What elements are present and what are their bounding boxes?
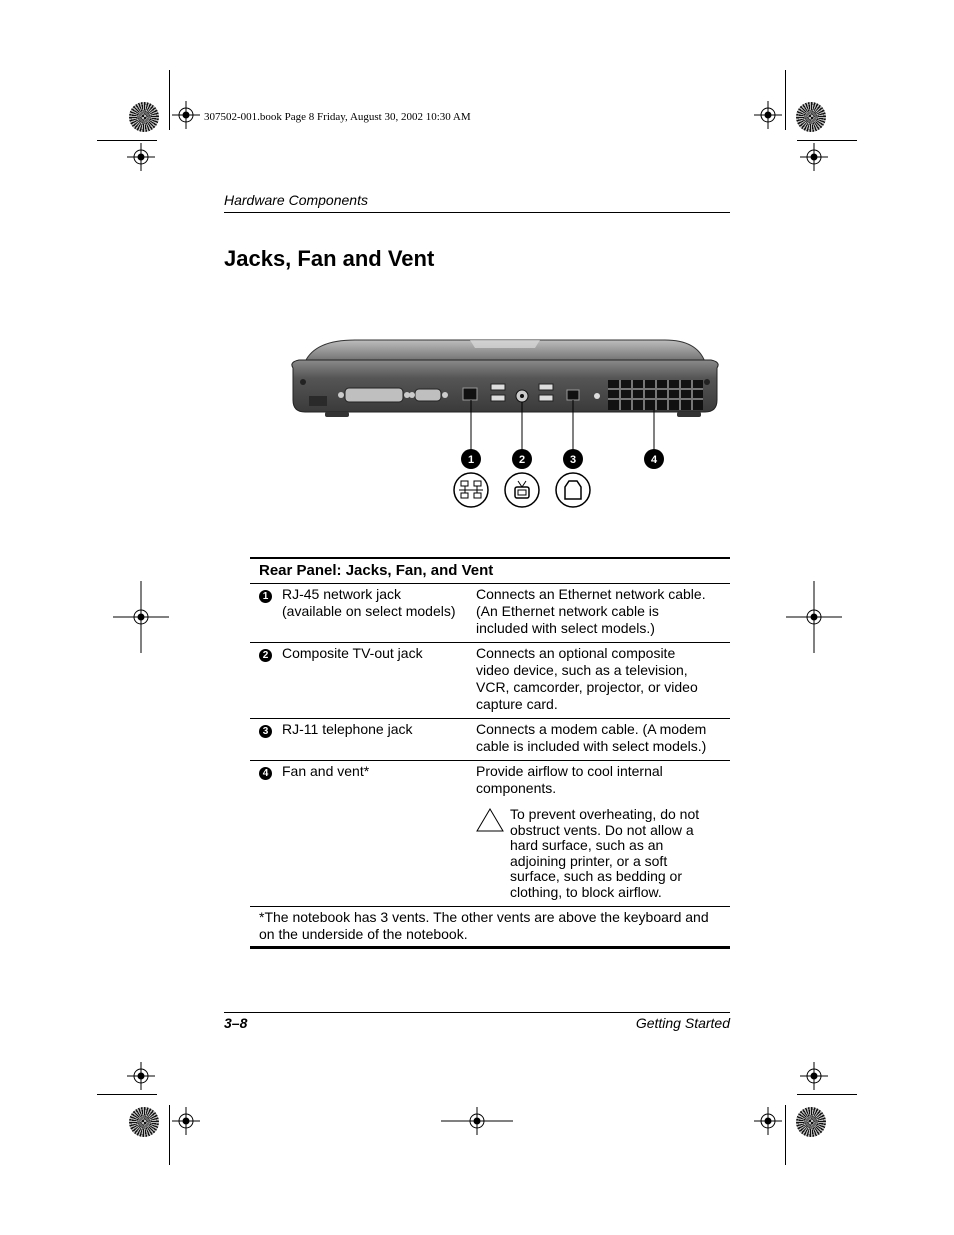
table-footnote: *The notebook has 3 vents. The other vents are above the keyboard and on the underside of the notebook.: [250, 906, 730, 947]
component-name: RJ-11 telephone jack: [282, 719, 476, 761]
caution-note: [476, 807, 722, 901]
callout-1: [461, 449, 481, 469]
tv-out-icon: [505, 473, 539, 507]
table-row: [250, 719, 730, 761]
component-name: RJ-45 network jack (available on select models): [282, 584, 476, 643]
component-description: Connects an Ethernet network cable. (An Ethernet network cable is included with select models.): [476, 584, 730, 643]
table-row: [250, 761, 730, 907]
footer-rule: [224, 1012, 730, 1013]
table-footnote-row: [250, 906, 730, 947]
fan-vent: [608, 380, 703, 410]
table-row: [250, 584, 730, 643]
svg-text:4: 4: [650, 454, 658, 466]
callout-3: [563, 449, 583, 469]
print-slug: 307502-001.book Page 8 Friday, August 30, 2002 10:30 AM: [204, 111, 471, 123]
table-caption-row: [250, 558, 730, 584]
row-number: 4: [259, 767, 272, 780]
page-title: Jacks, Fan and Vent: [224, 246, 435, 271]
laptop-rear-panel-figure: [285, 338, 725, 513]
component-name: Fan and vent*: [282, 761, 476, 907]
svg-text:1: 1: [467, 454, 475, 466]
svg-text:2: 2: [518, 454, 526, 466]
caution-text: To prevent overheating, do not obstruct vents. Do not allow a hard surface, such as an adjoining printer, or a soft surface, such as bedding or clothing, to block airflow.: [510, 806, 700, 900]
header-rule: [224, 212, 730, 213]
telephone-icon: [556, 473, 590, 507]
callout-4: [644, 449, 664, 469]
component-name: Composite TV-out jack: [282, 643, 476, 719]
network-icon: [454, 473, 488, 507]
row-number: 1: [259, 590, 272, 603]
footer-title: Getting Started: [635, 1015, 730, 1031]
svg-text:3: 3: [569, 454, 577, 466]
table-caption: Rear Panel: Jacks, Fan, and Vent: [250, 558, 730, 584]
running-head: Hardware Components: [224, 192, 368, 208]
page-number: 3–8: [224, 1015, 248, 1031]
component-description: Connects an optional composite video device, such as a television, VCR, camcorder, projector, or video capture card.: [476, 643, 730, 719]
row-number: 3: [259, 725, 272, 738]
component-table: [250, 557, 730, 949]
component-description: Provide airflow to cool internal components. To prevent overheating, do not obstruct vents. Do not allow a hard surface, such as an adjoining printer, or a soft surface, such as bedding or clothing, to block airflow.: [476, 761, 730, 907]
callout-2: [512, 449, 532, 469]
table-row: [250, 643, 730, 719]
caution-triangle-icon: [476, 808, 504, 832]
component-description: Connects a modem cable. (A modem cable is included with select models.): [476, 719, 730, 761]
row-number: 2: [259, 649, 272, 662]
